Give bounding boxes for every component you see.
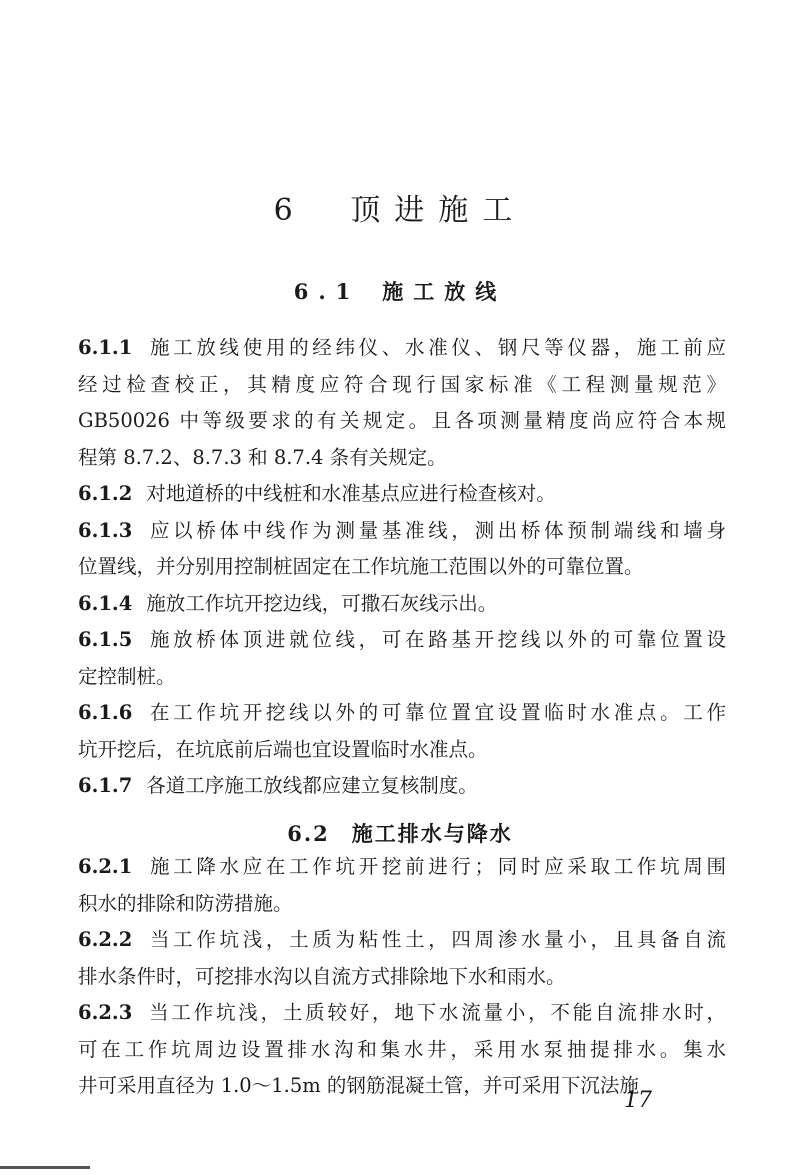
section-title: 施工排水与降水 <box>351 822 513 846</box>
clause-text: 各道工序施工放线都应建立复核制度。 <box>146 774 478 797</box>
clause-line <box>78 659 726 696</box>
clause-line <box>78 403 726 440</box>
clause-number: 6.1.4 <box>78 591 133 615</box>
clause-text: 定控制桩。 <box>78 664 176 688</box>
clause-line <box>78 886 726 923</box>
section-body <box>78 849 726 1105</box>
clause-number: 6.1.7 <box>78 774 133 797</box>
clause-text: 井可采用直径为 1.0～1.5m 的钢筋混凝土管，并可采用下沉法施 <box>78 1074 639 1097</box>
clause-text: 施工放线使用的经纬仪、水准仪、钢尺等仪器，施工前应 <box>146 336 726 359</box>
clause-text: 对地道桥的中线桩和水准基点应进行检查核对。 <box>146 482 556 505</box>
clause-line <box>78 586 726 623</box>
clause-line <box>78 367 726 404</box>
section-heading <box>0 818 800 848</box>
clause-line <box>78 768 726 805</box>
clause-text: 排水条件时，可挖排水沟以自流方式排除地下水和雨水。 <box>78 964 566 988</box>
scan-artifact-line <box>0 1166 90 1169</box>
section-title: 施工放线 <box>382 280 507 304</box>
clause-line <box>78 959 726 996</box>
clause-line <box>78 622 726 659</box>
clause-text: 经过检查校正，其精度应符合现行国家标准《工程测量规范》 <box>78 372 726 396</box>
clause-text: 积水的排除和防涝措施。 <box>78 891 293 915</box>
clause-line <box>78 513 726 550</box>
clause-number: 6.1.1 <box>78 336 133 359</box>
clause-text: 施工降水应在工作坑开挖前进行；同时应采取工作坑周围 <box>146 855 726 878</box>
clause-text: 在工作坑开挖线以外的可靠位置宜设置临时水准点。工作 <box>146 701 726 724</box>
clause-text: 坑开挖后，在坑底前后端也宜设置临时水准点。 <box>78 737 488 761</box>
clause-line <box>78 476 726 513</box>
clause-text: 可在工作坑周边设置排水沟和集水井，采用水泵抽提排水。集水 <box>78 1037 726 1061</box>
clause-text: 施放工作坑开挖边线，可撒石灰线示出。 <box>146 591 498 615</box>
clause-line <box>78 695 726 732</box>
clause-number: 6.2.3 <box>78 1001 133 1024</box>
clause-line <box>78 849 726 886</box>
clause-line <box>78 732 726 769</box>
clause-text: 当工作坑浅，土质较好，地下水流量小，不能自流排水时， <box>146 1001 726 1024</box>
section-body <box>78 330 726 805</box>
clause-number: 6.1.6 <box>78 701 133 724</box>
clause-text: 程第 8.7.2、8.7.3 和 8.7.4 条有关规定。 <box>78 445 447 469</box>
clause-line <box>78 549 726 586</box>
clause-text: 位置线，并分别用控制桩固定在工作坑施工范围以外的可靠位置。 <box>78 555 644 578</box>
clause-line <box>78 330 726 367</box>
clause-number: 6.2.1 <box>78 855 133 878</box>
clause-line <box>78 922 726 959</box>
chapter-number: 6 <box>273 193 307 228</box>
section-heading <box>0 276 800 306</box>
clause-line <box>78 440 726 477</box>
clause-number: 6.1.3 <box>78 518 133 542</box>
clause-line <box>78 995 726 1032</box>
section-number: 6.2 <box>287 821 330 846</box>
section-number: 6.1 <box>293 279 361 304</box>
clause-line <box>78 1032 726 1069</box>
clause-text: 应以桥体中线作为测量基准线，测出桥体预制端线和墙身 <box>146 518 726 542</box>
chapter-title <box>0 185 800 229</box>
page-number: 17 <box>624 1088 652 1113</box>
chapter-name: 顶进施工 <box>350 193 527 228</box>
clause-text: 施放桥体顶进就位线，可在路基开挖线以外的可靠位置设 <box>146 628 726 651</box>
clause-number: 6.1.2 <box>78 482 133 505</box>
clause-text: 当工作坑浅，土质为粘性土，四周渗水量小，且具备自流 <box>146 928 726 951</box>
clause-text: GB50026 中等级要求的有关规定。且各项测量精度尚应符合本规 <box>78 409 726 432</box>
clause-number: 6.2.2 <box>78 928 133 951</box>
clause-number: 6.1.5 <box>78 628 133 651</box>
